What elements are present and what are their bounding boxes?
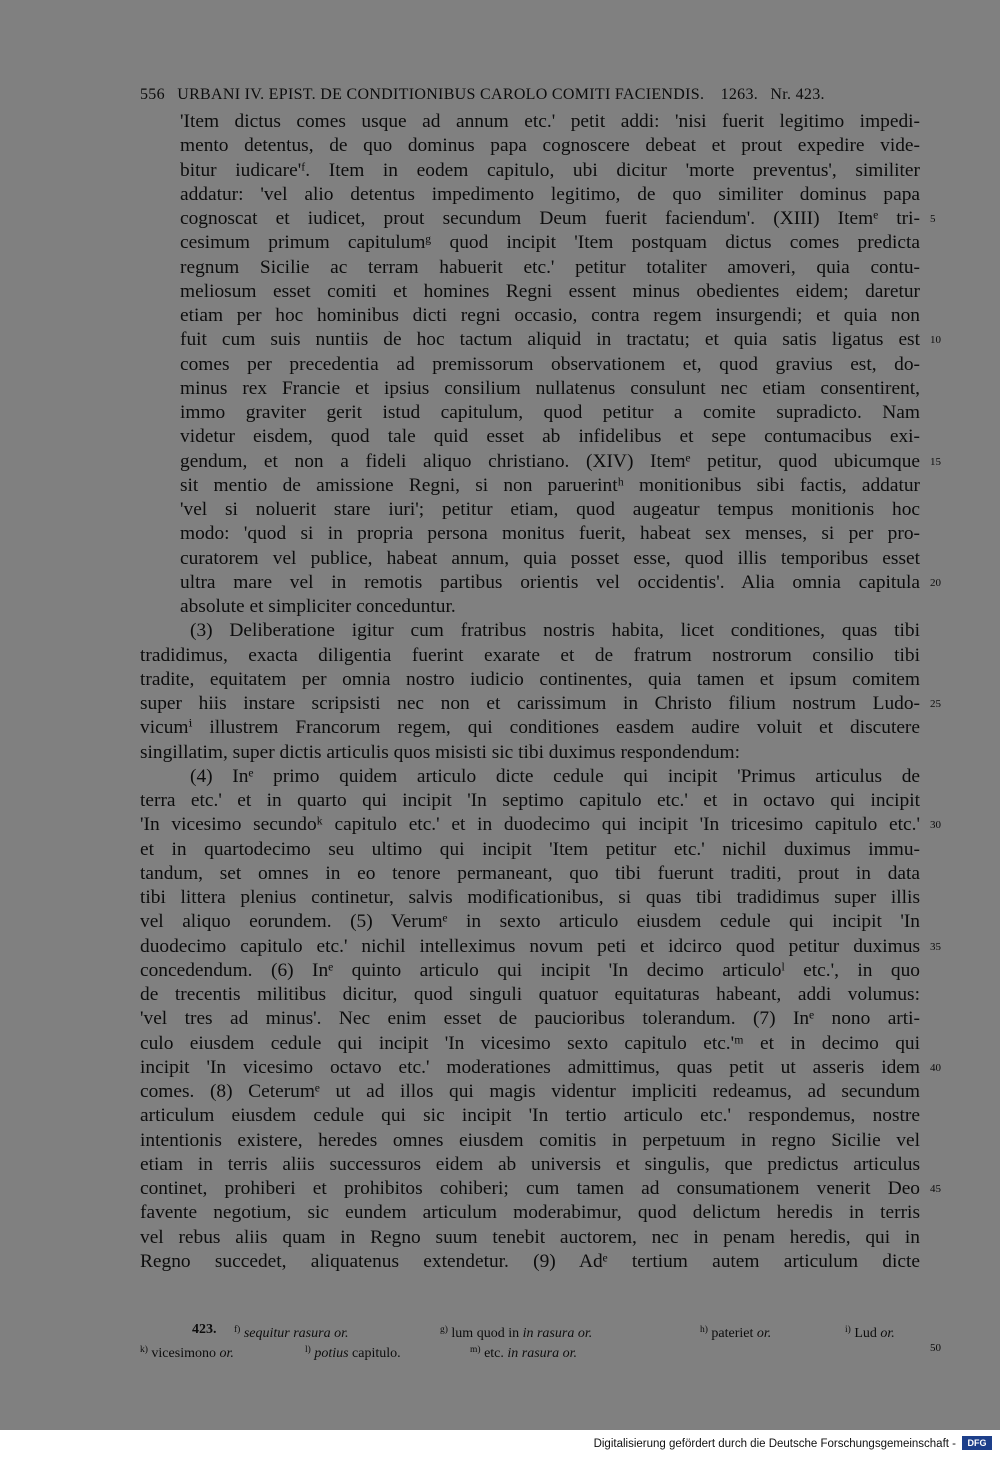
text-line: videtur eisdem, quod tale quid esset ab infidelibus et sepe contumacibus exi- (180, 426, 920, 448)
line-number: 25 (930, 698, 941, 710)
line-number: 15 (930, 455, 941, 468)
line-number: 10 (930, 334, 941, 347)
text-line: vel rebus aliis quam in Regno suum tenebit auctorem, nec in penam heredis, qui in (140, 1226, 920, 1248)
text-line: ultra mare vel in remotis partibus orientis vel occidentis'. Alia omnia capitula (180, 571, 920, 593)
text-line: regnum Sicilie ac terram habuerit etc.' petitur totaliter amoveri, quia contu- (180, 256, 920, 278)
text-line: continet, prohiberi et prohibitos cohiberi; cum tamen ad consumationem venerit Deo (140, 1178, 920, 1199)
running-header (140, 86, 880, 104)
text-line: vel aliquo eorundem. (5) Verumᵉ in sexto articulo eiusdem cedule qui incipit 'In (140, 911, 920, 933)
text-line: super hiis instare scripsisti nec non et carissimum in Christo filium nostrum Ludo- (140, 693, 920, 714)
text-line: terra etc.' et in quarto qui incipit 'In septimo capitulo etc.' et in octavo qui incipit (140, 790, 920, 811)
line-number: 40 (930, 1061, 941, 1074)
footnote-h: $^{h)}$ pateriet or. (700, 1325, 772, 1341)
page-number: 556 (140, 86, 165, 103)
text-line: gendum, et non a fideli aliquo christiano. (XIV) Itemᵉ petitur, quod ubicumque (180, 450, 920, 472)
line-number: 5 (930, 213, 936, 225)
text-line: tradite, equitatem per omnia nostro iudicio continentes, quia tamen et ipsum comitem (140, 668, 920, 690)
text-line: tradidimus, exacta diligentia fuerint exarate et de fratrum nostrorum consilio tibi (140, 644, 920, 666)
letter-number: Nr. 423. (770, 86, 825, 103)
text-line: Regno succedet, aliquatenus extendetur. (9) Adᵉ tertium autem articulum dicte (140, 1250, 920, 1272)
line-number: 20 (930, 576, 941, 589)
text-line: immo graviter gerit istud capitulum, quod petitur a comite supradicto. Nam (180, 402, 920, 423)
text-line: sit mentio de amissione Regni, si non paruerintʰ monitionibus sibi factis, addatur (180, 474, 920, 496)
text-line: curatorem vel publice, habeat annum, quia posset esse, quod illis temporibus esset (180, 547, 920, 569)
text-line: cognoscat et iudicet, prout secundum Deum fuerit faciendum'. (XIII) Itemᵉ tri- (180, 208, 920, 229)
dfg-credit-bar (0, 1430, 1000, 1459)
text-line: tibi littera plenius continetur, salvis modificationibus, si quas tibi tradidimus super illis (140, 887, 920, 908)
text-line: meliosum esset comiti et homines Regni essent minus obedientes eidem; daretur (180, 280, 920, 302)
footnote-f: $^{f)}$ sequitur rasura or. (234, 1325, 349, 1341)
dfg-logo: DFG (962, 1436, 992, 1450)
text-line: intentionis existere, heredes omnes eiusdem comitis in perpetuum in regno Sicilie vel (140, 1129, 920, 1151)
text-line: (4) Inᵉ primo quidem articulo dicte cedule qui incipit 'Primus articulus de (190, 765, 920, 787)
text-line: (3) Deliberatione igitur cum fratribus nostris habita, licet conditiones, quas tibi (190, 620, 920, 642)
text-line: vicumⁱ illustrem Francorum regem, qui conditiones easdem audire voluit et discutere (140, 717, 920, 739)
text-line: culo eiusdem cedule qui incipit 'In vicesimo sexto capitulo etc.'ᵐ et in decimo qui (140, 1032, 920, 1054)
text-line: 'Item dictus comes usque ad annum etc.' petit addi: 'nisi fuerit legitimo impedi- (180, 111, 920, 132)
footnote-doc-number: 423. (192, 1322, 217, 1337)
text-line: singillatim, super dictis articulis quos misisti sic tibi duximus respondendum: (140, 741, 741, 763)
text-line: comes. (8) Ceterumᵉ ut ad illos qui magis videntur impliciti redeamus, ad secundum (140, 1081, 920, 1102)
text-line: comes per precedentia ad premissorum observationem et, quod gravius est, do- (180, 353, 920, 375)
dfg-credit-text: Digitalisierung gefördert durch die Deutsche Forschungsgemeinschaft - (593, 1438, 956, 1450)
line-number: 35 (930, 940, 941, 953)
text-line: 'In vicesimo secundoᵏ capitulo etc.' et in duodecimo qui incipit 'In tricesimo capitulo etc.' (140, 814, 920, 836)
footnote-i: $^{i)}$ Lud or. (845, 1325, 895, 1341)
text-line: 'vel tres ad minus'. Nec enim esset de paucioribus tolerandum. (7) Inᵉ nono arti- (140, 1008, 920, 1030)
footnote-l: $^{l)}$ potius capitulo. (305, 1345, 401, 1361)
footnote-m: $^{m)}$ etc. in rasura or. (470, 1345, 578, 1361)
text-line: minus rex Francie et ipsius consilium nullatenus consulunt nec etiam consentirent, (180, 377, 920, 399)
text-line: etiam in terris aliis successuros eidem ab universis et singulis, que predictus articulus (140, 1153, 920, 1175)
text-line: tandum, set omnes in eo tenore permaneant, quo tibi fuerunt traditi, prout in data (140, 862, 920, 884)
footnote-k: $^{k)}$ vicesimono or. (140, 1345, 234, 1361)
footnote-g: $^{g)}$ lum quod in in rasura or. (440, 1325, 593, 1341)
text-line: concedendum. (6) Inᵉ quinto articulo qui incipit 'In decimo articuloˡ etc.', in quo (140, 959, 920, 981)
text-line: modo: 'quod si in propria persona monitus fuerit, habeat sex menses, si per pro- (180, 523, 920, 545)
text-line: bitur iudicare'ᶠ. Item in eodem capitulo, ubi dicitur 'morte preventus', similiter (180, 159, 920, 181)
line-number: 50 (930, 1342, 941, 1354)
text-line: etiam per hoc hominibus dicti regni occasio, contra regem insurgendi; et quia non (180, 305, 920, 326)
text-line: fuit cum suis nuntiis de hoc tactum aliquid in tractatu; et quia satis ligatus est (180, 329, 920, 351)
running-title: URBANI IV. EPIST. DE CONDITIONIBUS CAROLO COMITI FACIENDIS. (177, 86, 705, 103)
text-line: favente negotium, sic eundem articulum moderabimur, quod delictum heredis in terris (140, 1202, 920, 1224)
text-line: et in quartodecimo seu ultimo qui incipit 'Item petitur etc.' nichil duximus immu- (140, 838, 920, 860)
text-line: de trecentis militibus dicitur, quod singuli quatuor equitaturas habeant, addi volumus: (140, 984, 920, 1005)
text-line: duodecimo capitulo etc.' nichil intelleximus novum peti et idcirco quod petitur duximus (140, 935, 920, 957)
line-number: 30 (930, 819, 941, 832)
text-line: articulum eiusdem cedule qui sic incipit 'In tertio articulo etc.' respondemus, nostre (140, 1105, 920, 1127)
line-number: 45 (930, 1183, 941, 1195)
text-line: incipit 'In vicesimo octavo etc.' moderationes admittimus, quas petit ut asseris idem (140, 1056, 920, 1078)
text-line: addatur: 'vel alio detentus impedimento legitimo, de quo similiter dominus papa (180, 183, 920, 205)
text-line: mento detentus, de quo dominus papa cognoscere debeat et prout expedire vide- (180, 135, 920, 157)
text-line: cesimum primum capitulumᵍ quod incipit 'Item postquam dictus comes predicta (180, 232, 920, 254)
text-line: 'vel si noluerit stare iuri'; petitur etiam, quod augeatur tempus monitionis hoc (180, 499, 920, 520)
year: 1263. (720, 86, 759, 103)
text-line: absolute et simpliciter conceduntur. (180, 596, 456, 617)
